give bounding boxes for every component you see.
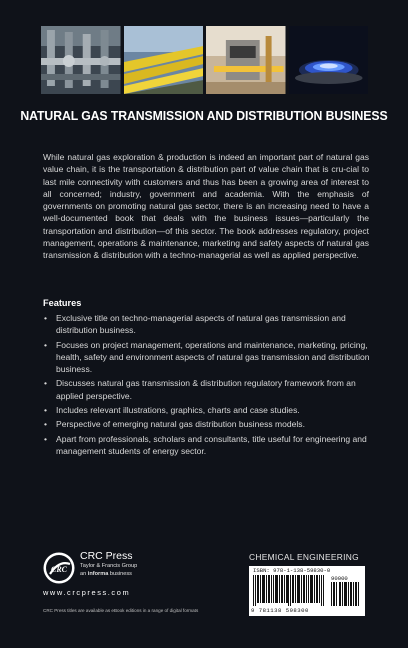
publisher-business xyxy=(80,571,132,577)
business-prefix: an xyxy=(80,571,87,577)
gas-burner-flame-photo xyxy=(289,26,369,94)
price-code: 90000 xyxy=(331,575,348,582)
publisher-url[interactable]: www.crcpress.com xyxy=(43,588,131,597)
crc-press-logo xyxy=(43,552,75,584)
cover-photo-strip xyxy=(41,26,368,94)
feature-item: • Exclusive title on techno-managerial aspects of natural gas transmission and distribution business. xyxy=(43,312,373,337)
ean-barcode-bars xyxy=(253,575,325,606)
feature-item: • Apart from professionals, scholars and consultants, title useful for engineering and management students of energy sector. xyxy=(43,433,373,458)
book-description: While natural gas exploration & production is indeed an important part of natural gas value chain, it is the transportation & distribution part of value chain that is cru-cial to last mile connectivity with customers and thus has been a growing area of interest to all concerned; industry, government and academia. With the emphasis of governments on promoting natural gas sector, there is an increasing need to have a well-documented book that deals with the business issues—particularly the transportation and distribution—of this sector. The book addresses regulatory, project management, operations & maintenance, marketing and safety aspects of natural gas transmission & distribution with a techno-managerial as well as applied perspective. xyxy=(43,152,369,261)
business-suffix: business xyxy=(109,571,132,577)
features-heading: Features xyxy=(43,298,82,308)
price-barcode-bars xyxy=(331,582,359,606)
isbn-barcode xyxy=(249,566,365,616)
feature-item: • Focuses on project management, operations and maintenance, marketing, pricing, health, safety and environment aspects of natural gas transmission and distribution business. xyxy=(43,339,373,376)
feature-item: • Discusses natural gas transmission & distribution regulatory framework from an applied perspective. xyxy=(43,377,373,402)
gas-meter-photo xyxy=(206,26,286,94)
feature-item: • Perspective of emerging natural gas distribution business models. xyxy=(43,418,373,430)
ebook-note: CRC Press titles are available as eBook editions in a range of digital formats xyxy=(43,608,199,613)
business-name: informa xyxy=(87,571,109,577)
yellow-pipelines-photo xyxy=(124,26,204,94)
crc-logo-text: CRC xyxy=(50,565,68,574)
ean-digits: 9 781138 598300 xyxy=(251,607,309,614)
feature-item: • Includes relevant illustrations, graphics, charts and case studies. xyxy=(43,404,373,416)
subject-category: CHEMICAL ENGINEERING xyxy=(249,552,359,562)
pipeline-valves-photo xyxy=(41,26,121,94)
book-title: NATURAL GAS TRANSMISSION AND DISTRIBUTION BUSINESS xyxy=(20,108,388,123)
publisher-name: CRC Press xyxy=(80,550,133,562)
features-list xyxy=(43,312,373,459)
isbn-text: ISBN: 978-1-138-59830-0 xyxy=(253,567,331,574)
publisher-group: Taylor & Francis Group xyxy=(80,563,138,569)
